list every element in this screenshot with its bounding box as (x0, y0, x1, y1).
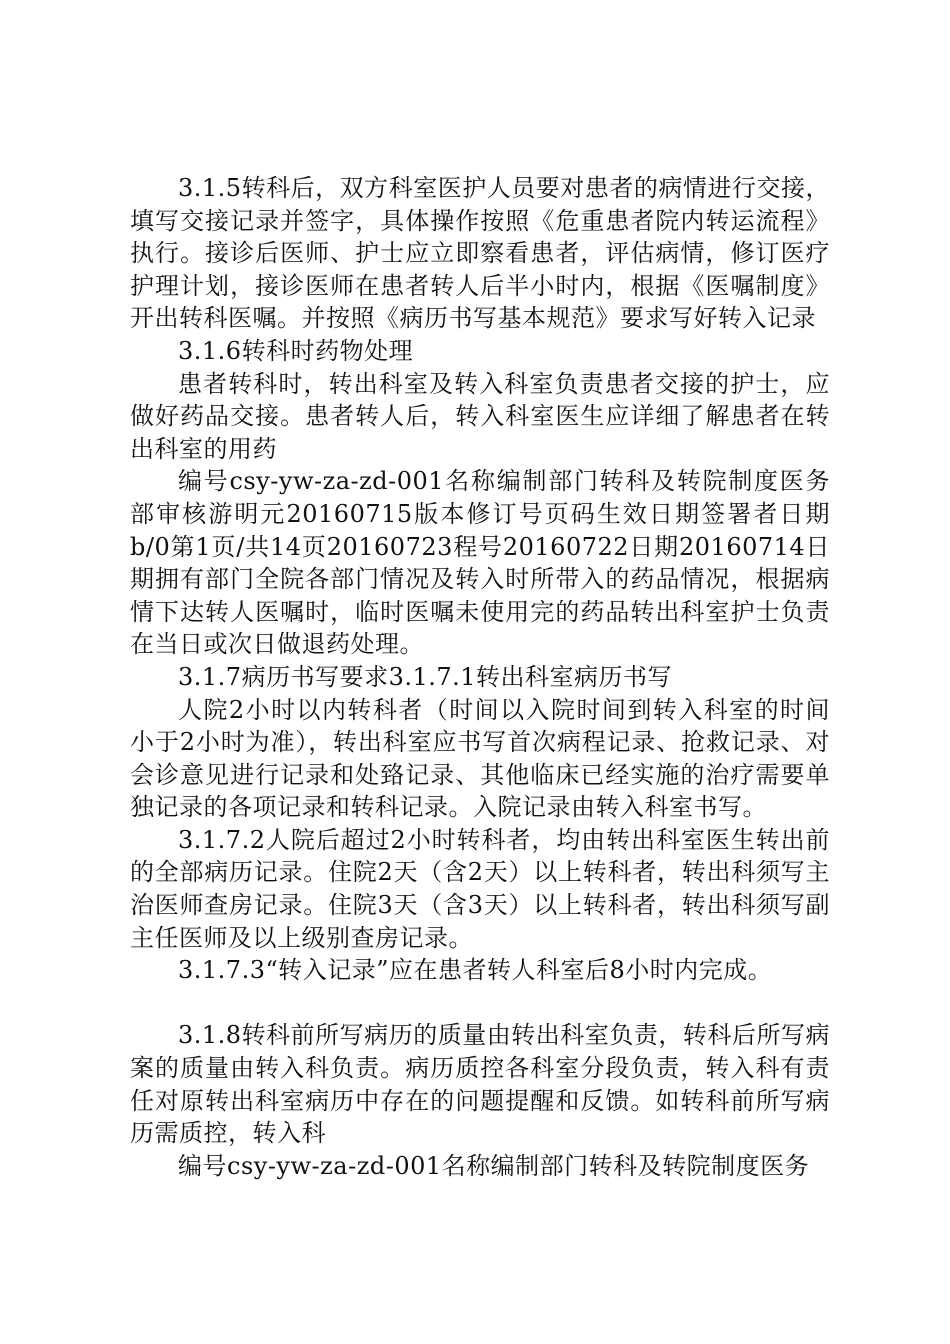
paragraph-medication-handover: 患者转科时，转出科室及转入科室负责患者交接的护士，应做好药品交接。患者转人后，转入科室医生应详细了解患者在转出科室的用药 (130, 369, 830, 463)
paragraph-3-1-7-3: 3.1.7.3“转入记录”应在患者转人科室后8小时内完成。 (178, 956, 773, 985)
paragraph-within-2-hours: 人院2小时以内转科者（时间以入院时间到转入科室的时间小于2小时为准），转出科室应书写首次病程记录、抢救记录、对会诊意见进行记录和处臵记录、其他临床已经实施的治疗需要单独记录的各项记录和转科记录。入院记录由转入科室书写。 (130, 695, 830, 822)
paragraph-3-1-5: 3.1.5转科后，双方科室医护人员要对患者的病情进行交接，填写交接记录并签字，具体操作按照《危重患者院内转运流程》执行。接诊后医师、护士应立即察看患者，评估病情，修订医疗护理计划，接诊医师在患者转人后半小时内，根据《医嘱制度》开出转科医嘱。并按照《病历书写基本规范》要求写好转入记录 (130, 174, 830, 333)
paragraph-3-1-8: 3.1.8转科前所写病历的质量由转出科室负责，转科后所写病案的质量由转入科负责。病历质控各科室分段负责，转入科有责任对原转出科室病历中存在的问题提醒和反馈。如转科前所写病历需质控，转入科 (130, 1021, 830, 1148)
paragraph-document-header-1: 编号csy-yw-za-zd-001名称编制部门转科及转院制度医务部审核游明元20160715版本修订号页码生效日期签署者日期b/0第1页/共14页20160723程号20160722日期20160714日期拥有部门全院各部门情况及转入时所带入的药品情况，根据病情下达转人医嘱时，临时医嘱未使用完的药品转出科室护士负责在当日或次日做退药处理。 (130, 467, 830, 659)
paragraph-3-1-7-2: 3.1.7.2人院后超过2小时转科者，均由转出科室医生转出前的全部病历记录。住院2天（含2天）以上转科者，转出科须写主治医师查房记录。住院3天（含3天）以上转科者，转出科须写副主任医师及以上级别查房记录。 (130, 825, 830, 952)
paragraph-document-header-2: 编号csy-yw-za-zd-001名称编制部门转科及转院制度医务 (178, 1151, 810, 1180)
document-body (130, 172, 830, 1182)
heading-3-1-7: 3.1.7病历书写要求3.1.7.1转出科室病历书写 (178, 662, 673, 691)
heading-3-1-6: 3.1.6转科时药物处理 (178, 336, 414, 365)
